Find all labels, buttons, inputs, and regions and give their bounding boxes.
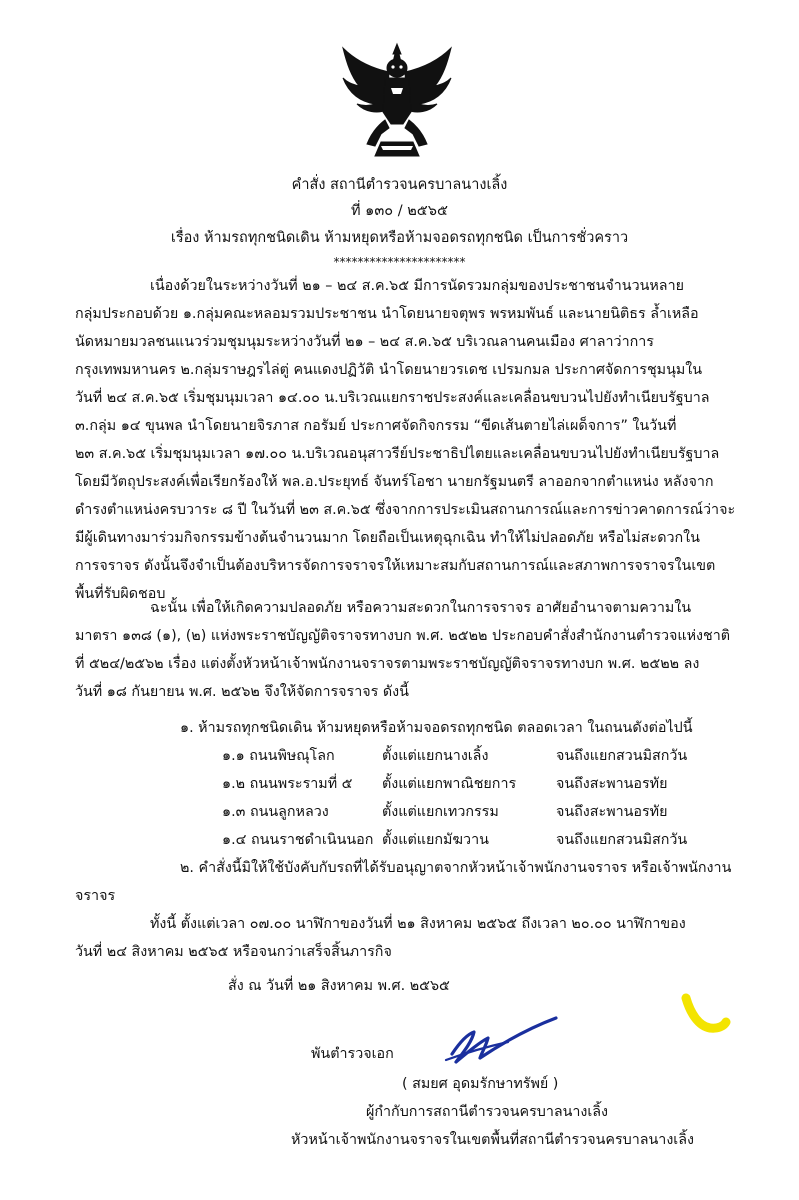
paragraph-line: กลุ่มประกอบด้วย ๑.กลุ่มคณะหลอมรวมประชาชน นำโดยนายจตุพร พรหมพันธ์ และนายนิติธร ล้ำเหลือ	[75, 306, 699, 322]
signer-name: ( สมยศ อุดมรักษาทรัพย์ )	[402, 1076, 559, 1092]
route-from: ตั้งแต่แยกเทวกรรม	[382, 804, 499, 820]
ordered-date: สั่ง ณ วันที่ ๒๑ สิงหาคม พ.ศ. ๒๕๖๕	[228, 978, 450, 994]
order-number: ที่ ๑๓๐ / ๒๕๖๕	[351, 203, 448, 219]
item2-text-cont: จราจร	[75, 888, 116, 904]
paragraph-line: วันที่ ๑๘ กันยายน พ.ศ. ๒๕๖๒ จึงให้จัดการจราจร ดังนี้	[75, 684, 409, 700]
route-road: ๑.๔ ถนนราชดำเนินนอก	[222, 832, 374, 848]
signer-rank: พันตำรวจเอก	[311, 1046, 394, 1062]
item2-text: ๒. คำสั่งนี้มิให้ใช้บังคับกับรถที่ได้รับอนุญาตจากหัวหน้าเจ้าพนักงานจราจร หรือเจ้าพนักงาน	[180, 860, 732, 876]
paragraph-line: เนื่องด้วยในระหว่างวันที่ ๒๑ – ๒๔ ส.ค.๖๕ มีการนัดรวมกลุ่มของประชาชนจำนวนหลาย	[150, 278, 684, 294]
route-to: จนถึงสะพานอรทัย	[556, 776, 668, 792]
period-text-cont: วันที่ ๒๔ สิงหาคม ๒๕๖๕ หรือจนกว่าเสร็จสิ้นภารกิจ	[75, 944, 392, 960]
route-to: จนถึงสะพานอรทัย	[556, 804, 668, 820]
item1-heading: ๑. ห้ามรถทุกชนิดเดิน ห้ามหยุดหรือห้ามจอดรถทุกชนิด ตลอดเวลา ในถนนดังต่อไปนี้	[180, 720, 693, 736]
paragraph-line: ฉะนั้น เพื่อให้เกิดความปลอดภัย หรือความสะดวกในการจราจร อาศัยอำนาจตามความใน	[150, 600, 692, 616]
route-to: จนถึงแยกสวนมิสกวัน	[556, 748, 688, 764]
signer-position: ผู้กำกับการสถานีตำรวจนครบาลนางเลิ้ง	[366, 1104, 609, 1120]
route-from: ตั้งแต่แยกนางเลิ้ง	[382, 748, 489, 764]
route-road: ๑.๑ ถนนพิษณุโลก	[222, 748, 335, 764]
paragraph-line: พื้นที่รับผิดชอบ	[75, 586, 166, 602]
route-from: ตั้งแต่แยกพาณิชยการ	[382, 776, 517, 792]
paragraph-line: ที่ ๕๒๔/๒๕๖๒ เรื่อง แต่งตั้งหัวหน้าเจ้าพนักงานจราจรตามพระราชบัญญัติจราจรทางบก พ.ศ. ๒๕๒๒ ลง	[75, 656, 700, 672]
paragraph-line: กรุงเทพมหานคร ๒.กลุ่มราษฎรไล่ตู่ คนแดงปฏิวัติ นำโดยนายวรเดช เปรมกมล ประกาศจัดการชุมนุมใน	[75, 362, 703, 378]
period-text: ทั้งนี้ ตั้งแต่เวลา ๐๗.๐๐ นาฬิกาของวันที่ ๒๑ สิงหาคม ๒๕๖๕ ถึงเวลา ๒๐.๐๐ นาฬิกาของ	[150, 916, 686, 932]
signature-scribble	[438, 1012, 560, 1070]
paragraph-line: ดำรงตำแหน่งครบวาระ ๘ ปี ในวันที่ ๒๓ ส.ค.๖๕ ซึ่งจากการประเมินสถานการณ์และการข่าวคาดการณ์ว่าจะ	[75, 502, 736, 518]
paragraph-line: มีผู้เดินทางมาร่วมกิจกรรมข้างต้นจำนวนมาก โดยถือเป็นเหตุฉุกเฉิน ทำให้ไม่ปลอดภัย หรือไม่สะดวกใน	[75, 530, 700, 546]
route-to: จนถึงแยกสวนมิสกวัน	[556, 832, 688, 848]
paragraph-line: ๒๓ ส.ค.๖๕ เริ่มชุมนุมเวลา ๑๗.๐๐ น.บริเวณอนุสาวรีย์ประชาธิปไตยและเคลื่อนขบวนไปยังทำเนียบรัฐบาล	[75, 446, 720, 462]
signer-position-traffic: หัวหน้าเจ้าพนักงานจราจรในเขตพื้นที่สถานีตำรวจนครบาลนางเลิ้ง	[291, 1132, 694, 1148]
highlighter-mark-icon	[680, 992, 732, 1038]
paragraph-line: นัดหมายมวลชนแนวร่วมชุมนุมระหว่างวันที่ ๒๑ – ๒๔ ส.ค.๖๕ บริเวณลานคนเมือง ศาลาว่าการ	[75, 334, 654, 350]
paragraph-line: การจราจร ดังนั้นจึงจำเป็นต้องบริหารจัดการจราจรให้เหมาะสมกับสถานการณ์และสภาพการจราจรในเขต	[75, 558, 716, 574]
order-subject: เรื่อง ห้ามรถทุกชนิดเดิน ห้ามหยุดหรือห้ามจอดรถทุกชนิด เป็นการชั่วคราว	[170, 230, 629, 246]
paragraph-line: ๓.กลุ่ม ๑๔ ขุนพล นำโดยนายจิรภาส กอรัมย์ ประกาศจัดกิจกรรม “ขีดเส้นตายไล่เผด็จการ” ในวันที่	[75, 418, 677, 434]
order-title: คำสั่ง สถานีตำรวจนครบาลนางเลิ้ง	[291, 177, 508, 193]
garuda-emblem-icon	[341, 42, 453, 158]
paragraph-line: โดยมีวัตถุประสงค์เพื่อเรียกร้องให้ พล.อ.ประยุทธ์ จันทร์โอชา นายกรัฐมนตรี ลาออกจากตำแหน่ง หลังจาก	[75, 474, 714, 490]
route-from: ตั้งแต่แยกมัฆวาน	[382, 832, 489, 848]
route-road: ๑.๒ ถนนพระรามที่ ๕	[222, 776, 353, 792]
separator-stars: **********************	[333, 255, 466, 269]
route-road: ๑.๓ ถนนลูกหลวง	[222, 804, 329, 820]
paragraph-background	[75, 272, 755, 608]
paragraph-line: วันที่ ๒๔ ส.ค.๖๕ เริ่มชุมนุมเวลา ๑๔.๐๐ น.บริเวณแยกราชประสงค์และเคลื่อนขบวนไปยังทำเนียบรัฐบาล	[75, 390, 710, 406]
paragraph-authority	[75, 594, 755, 706]
paragraph-line: มาตรา ๑๓๘ (๑), (๒) แห่งพระราชบัญญัติจราจรทางบก พ.ศ. ๒๕๒๒ ประกอบคำสั่งสำนักงานตำรวจแห่งชาติ	[75, 628, 731, 644]
